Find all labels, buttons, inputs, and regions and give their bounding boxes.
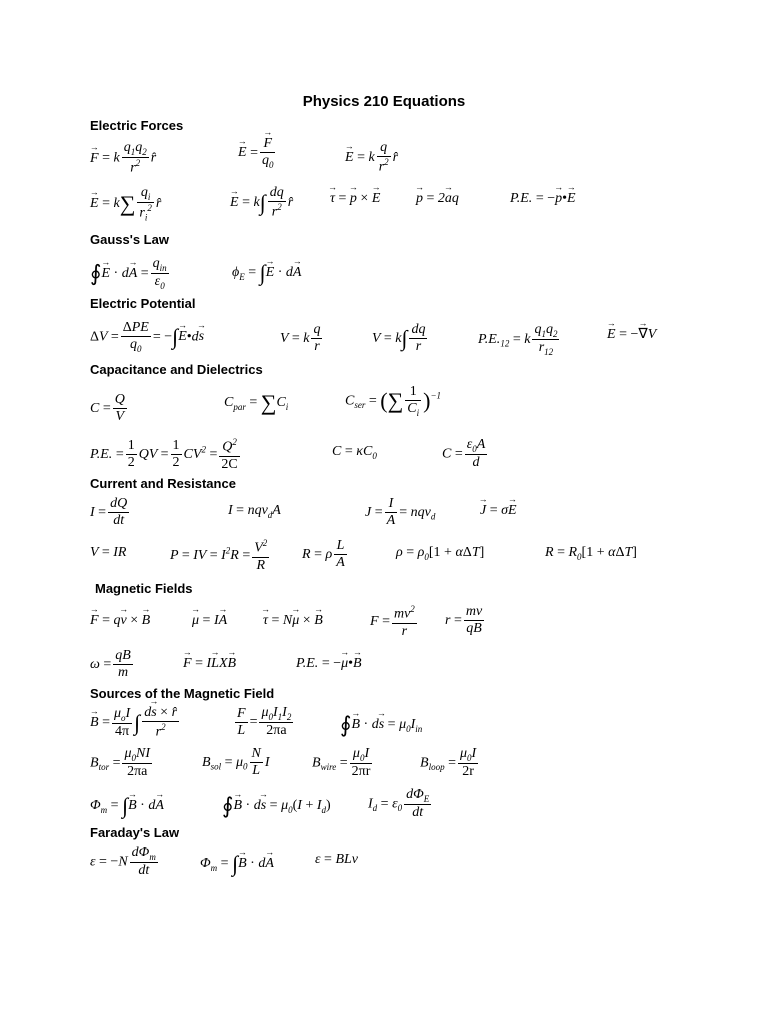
section-heading-faraday: Faraday's Law [90, 825, 180, 840]
equation-centripetal-force: F = $\frac{mv^2}{r}$ [370, 604, 415, 639]
equation-series-capacitance: $C_{ser}$ = (∑ $\frac{1}{C_i}$ )$^{-1}$ [345, 384, 442, 418]
equation-loop-field: $B_{loop}$ = $\frac{\mu_0I}{2r}$ [420, 746, 477, 780]
equation-point-potential: V = k $\frac{q}{r}$ [280, 322, 321, 355]
section-heading-sources: Sources of the Magnetic Field [90, 686, 275, 701]
section-heading-capacitance: Capacitance and Dielectrics [90, 362, 263, 377]
equation-biot-savart: → B = $\frac{\mu_oI}{4\pi}$ ∫ $\frac{d\to s \times r̂}{r^2}$ [90, 705, 181, 741]
equation-field-superposition: → E = k∑ $\frac{q_i}{r_i^2}$ r̂ [90, 185, 161, 223]
equation-dipole-energy: P.E. = −→ p•→ E [510, 192, 576, 206]
equation-coulomb-force: → F = k $\frac{q_1q_2}{r^2}$ r̂ [90, 140, 156, 177]
equation-current-density: J = $\frac{I}{A}$ = nqv$_d$ [365, 496, 436, 529]
equation-faraday-emf: ε = −N $\frac{d\Phi_m}{dt}$ [90, 845, 156, 879]
section-heading-magnetic-fields: Magnetic Fields [95, 581, 193, 596]
section-heading-electric-forces: Electric Forces [90, 118, 184, 133]
equation-cyclotron-frequency: ω = $\frac{qB}{m}$ [90, 648, 131, 681]
equation-magnetic-flux-faraday: $\Phi_m$ = ∫→ B · d→ A [200, 853, 274, 875]
equation-electric-flux: $\phi_E$ = ∫→ E · d→ A [232, 262, 301, 284]
equation-dipole-moment: → p = 2→ aq [416, 192, 459, 206]
equation-solenoid-field: $B_{sol} = \mu_0$ $\frac{N}{L}$ I [202, 746, 270, 779]
equation-resistance-temperature: $R = R_0[1 + \alpha\Delta T]$ [545, 545, 637, 562]
equation-lorentz-force: → F = q→ v × → B [90, 614, 150, 628]
section-heading-gauss-law: Gauss's Law [90, 232, 169, 247]
equation-amperes-law: ∮→ $B \cdot d\to s = \mu_0I_{in}$ [340, 714, 422, 736]
equation-ampere-maxwell: ∮→ $B \cdot d\to s = \mu_0(I + I_d)$ [222, 795, 331, 817]
equation-magnetic-flux: $\Phi_m$ = ∫→ B · d→ A [90, 795, 164, 817]
section-heading-current: Current and Resistance [90, 476, 236, 491]
equation-pair-energy: $P.E._{12} = k$ $\frac{q_1q_2}{r_{12}}$ [478, 322, 558, 357]
equation-dipole-torque: → τ = → p × → E [330, 192, 380, 206]
equation-microscopic-ohm: → J = σ→ E [480, 504, 517, 518]
equation-dielectric-capacitance: $C = \kappa C_0$ [332, 444, 377, 461]
equation-capacitance-def: C = $\frac{Q}{V}$ [90, 392, 125, 425]
equation-magnetic-torque: → τ = N→ μ × → B [263, 614, 323, 628]
equation-current-def: I = $\frac{dQ}{dt}$ [90, 496, 128, 529]
equation-ohms-law: V = IR [90, 545, 127, 560]
equation-continuous-field: → E = k∫ $\frac{dq}{r^2}$ r̂ [230, 185, 293, 221]
equation-continuous-potential: V = k∫ $\frac{dq}{r}$ [372, 322, 426, 355]
document-title: Physics 210 Equations [302, 93, 466, 110]
equation-cyclotron-radius: r = $\frac{mv}{qB}$ [445, 604, 483, 637]
equation-parallel-plate-capacitance: C = $\frac{\varepsilon_0A}{d}$ [442, 437, 486, 471]
equation-capacitor-energy: P.E. = $\frac{1}{2}$ QV = $\frac{1}{2}$ $CV^2$ = $\frac{Q^2}{2C}$ [90, 437, 238, 472]
equation-displacement-current: $I_d = \varepsilon_0$ $\frac{d\Phi_E}{dt}$ [368, 787, 430, 821]
equation-electric-power: P = IV = $I^2R$ = $\frac{V^2}{R}$ [170, 538, 268, 573]
equation-magnetic-moment: → μ = I→ A [192, 614, 227, 628]
equation-potential-difference: ΔV = $\frac{\text{ΔPE}}{q_0}$ = −∫→ E•d→ s [90, 320, 204, 354]
equation-magnetic-dipole-energy: P.E. = −→ μ•→ B [296, 657, 362, 671]
equation-wire-field: $B_{wire}$ = $\frac{\mu_0I}{2\pi r}$ [312, 746, 371, 780]
equation-motional-emf: ε = BLv [315, 852, 358, 867]
equation-point-charge-field: → E = k $\frac{q}{r^2}$ r̂ [345, 140, 398, 176]
equation-parallel-wire-force: $\frac{F}{L}$ = $\frac{\mu_0I_1I_2}{2\pi a}$ [237, 705, 292, 739]
section-heading-electric-potential: Electric Potential [90, 296, 196, 311]
equation-field-gradient: → E = −→ ∇V [607, 328, 656, 342]
equation-toroid-field: $B_{tor}$ = $\frac{\mu_0NI}{2\pi a}$ [90, 746, 151, 780]
equation-electric-field-def: → E = → $\frac{F}{q_0}$ [238, 136, 277, 170]
equation-resistivity-temperature: $\rho = \rho_0[1 + \alpha\Delta T]$ [396, 545, 485, 562]
equation-wire-force: → F = I→ LX→ B [183, 657, 236, 671]
equation-resistance: R = ρ $\frac{L}{A}$ [302, 538, 345, 571]
equation-gauss-law: ∮→ E · d→ A = $\frac{q_{in}}{\varepsilon_0}$ [90, 256, 171, 291]
equation-parallel-capacitance: $C_{par} = \sum C_i$ [224, 390, 289, 415]
equation-drift-current: I = nqv$_d$A [228, 503, 281, 520]
